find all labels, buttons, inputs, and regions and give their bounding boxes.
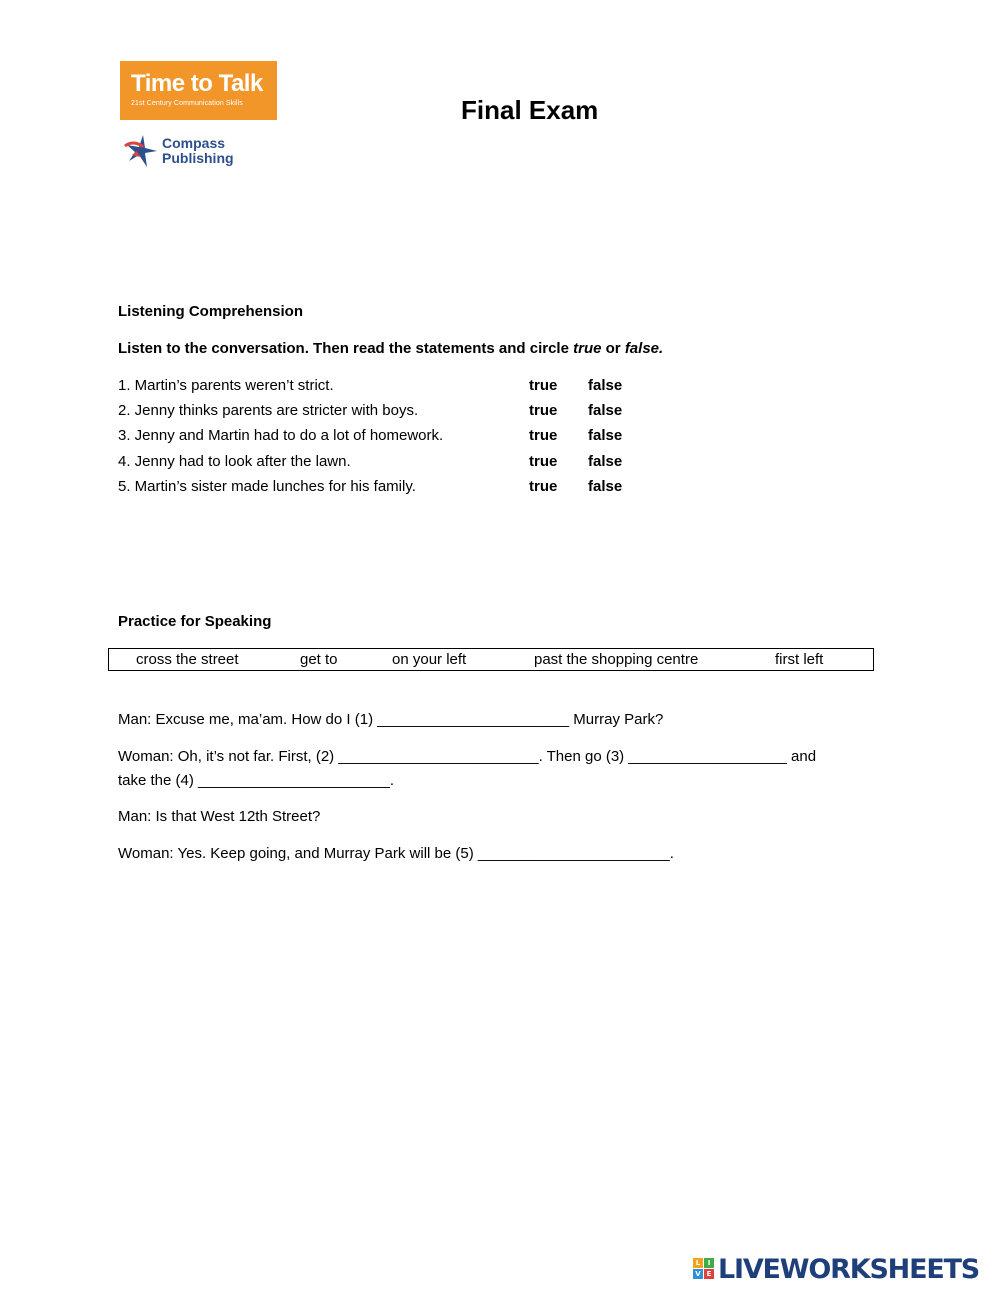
statement-text: 2. Jenny thinks parents are stricter with boys. (118, 402, 419, 419)
instruction-true: true (573, 340, 602, 357)
brand-name: LIVEWORKSHEETS (718, 1254, 980, 1285)
cube-letter: E (704, 1269, 714, 1279)
compass-star-icon (123, 133, 159, 169)
cube-letter: V (693, 1269, 703, 1279)
statement-row-1 (118, 376, 678, 396)
option-true-1[interactable]: true (529, 377, 558, 394)
option-true-5[interactable]: true (529, 478, 558, 495)
statement-row-4 (118, 452, 678, 472)
dialogue-line-5 (118, 844, 674, 864)
option-true-4[interactable]: true (529, 453, 558, 470)
word-bank-item: first left (775, 651, 824, 668)
logo-subtitle: 21st Century Communication Skills (131, 100, 243, 107)
cube-letter: I (704, 1258, 714, 1268)
word-bank (108, 648, 874, 671)
blank-3-input[interactable]: ___________________ (628, 748, 787, 765)
page-title: Final Exam (461, 95, 599, 125)
cubes-icon (693, 1258, 717, 1280)
statement-text: 4. Jenny had to look after the lawn. (118, 453, 351, 470)
word-bank-item: past the shopping centre (534, 651, 699, 668)
option-false-5[interactable]: false (588, 478, 623, 495)
blank-2-input[interactable]: ________________________ (338, 748, 539, 765)
speaking-heading: Practice for Speaking (118, 613, 272, 630)
dialogue-text: Murray Park? (569, 711, 664, 728)
blank-1-input[interactable]: _______________________ (377, 711, 570, 728)
dialogue-text: . Then go (3) (538, 748, 629, 765)
option-false-1[interactable]: false (588, 377, 623, 394)
statement-row-2 (118, 401, 678, 421)
statement-text: 1. Martin’s parents weren’t strict. (118, 377, 334, 394)
statement-row-3 (118, 426, 678, 446)
liveworksheets-logo (693, 1255, 993, 1285)
instruction-or: or (601, 340, 625, 357)
dialogue-line-3 (118, 771, 394, 791)
option-false-2[interactable]: false (588, 402, 623, 419)
listening-instruction (118, 339, 663, 359)
word-bank-item: on your left (392, 651, 467, 668)
dialogue-text: Woman: Oh, it’s not far. First, (2) (118, 748, 339, 765)
option-false-3[interactable]: false (588, 427, 623, 444)
option-false-4[interactable]: false (588, 453, 623, 470)
dialogue-text: take the (4) (118, 772, 199, 789)
instruction-text: Listen to the conversation. Then read the statements and circle (118, 340, 574, 357)
statement-row-5 (118, 477, 678, 497)
time-to-talk-logo (120, 61, 277, 120)
dialogue-text: and (786, 748, 817, 765)
dialogue-text: Man: Excuse me, ma’am. How do I (1) (118, 711, 378, 728)
dialogue-text: . (669, 845, 674, 862)
statement-text: 5. Martin’s sister made lunches for his family. (118, 478, 416, 495)
listening-heading: Listening Comprehension (118, 303, 304, 320)
logo-title: Time to Talk (131, 70, 263, 97)
logo-compass-text: Compass (162, 135, 226, 151)
dialogue-line-4: Man: Is that West 12th Street? (118, 808, 321, 825)
logo-publishing-text: Publishing (162, 150, 234, 166)
option-true-2[interactable]: true (529, 402, 558, 419)
cube-letter: L (693, 1258, 703, 1268)
word-bank-item: get to (300, 651, 338, 668)
blank-4-input[interactable]: _______________________ (198, 772, 390, 789)
word-bank-item: cross the street (136, 651, 239, 668)
compass-publishing-logo (123, 133, 253, 169)
blank-5-input[interactable]: _______________________ (477, 845, 670, 862)
instruction-false: false. (624, 340, 664, 357)
statement-text: 3. Jenny and Martin had to do a lot of homework. (118, 427, 444, 444)
dialogue-line-1 (118, 710, 663, 730)
dialogue-line-2 (118, 747, 816, 767)
option-true-3[interactable]: true (529, 427, 558, 444)
dialogue-text: . (389, 772, 395, 789)
dialogue-text: Woman: Yes. Keep going, and Murray Park will be (5) (118, 845, 478, 862)
